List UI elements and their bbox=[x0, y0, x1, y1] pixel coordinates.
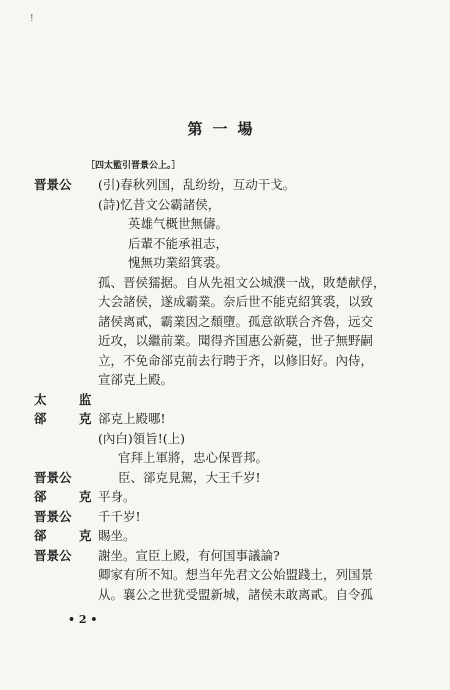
verse-line: 英雄气概世無儔。 bbox=[128, 216, 229, 231]
dialogue-line: 臣、郤克見駕，大王千岁! bbox=[118, 470, 261, 485]
scene-title: 第一場 bbox=[187, 120, 263, 138]
dialogue-line: 立，不免命郤克前去行聘于齐，以修旧好。內侍， bbox=[98, 353, 374, 368]
page-number: • 2 • bbox=[68, 613, 98, 626]
dialogue-line: 宣郤克上殿。 bbox=[98, 372, 174, 387]
dialogue-line: 大会諸侯，遂成霸業。奈后世不能克紹箕裘，以致 bbox=[98, 294, 374, 309]
dialogue-line: 卿家有所不知。想当年先君文公始盟踐土，列国景 bbox=[98, 567, 374, 582]
dialogue-line: (引)春秋列国，乱纷纷，互动干戈。 bbox=[98, 177, 296, 192]
speaker-label: 晋景公 bbox=[34, 177, 72, 192]
dialogue-line: 平身。 bbox=[98, 489, 136, 504]
speaker-label: 郤 克 bbox=[34, 528, 106, 543]
speaker-label: 晋景公 bbox=[34, 470, 72, 485]
speaker-label: 郤 克 bbox=[34, 489, 106, 504]
dialogue-line: (內白)領旨!(上) bbox=[98, 431, 186, 446]
corner-mark: ! bbox=[30, 14, 34, 24]
dialogue-line: 从。襄公之世犹受盟新城，諸侯未敢离貳。自令孤 bbox=[98, 587, 374, 602]
speaker-label: 郤 克 bbox=[34, 411, 106, 426]
dialogue-line: 官拜上軍將，忠心保晋邦。 bbox=[118, 450, 269, 465]
verse-line: 愧無功業紹箕裘。 bbox=[128, 255, 229, 270]
dialogue-line: 千千岁! bbox=[98, 509, 141, 524]
stage-direction: ［四太監引晋景公上。］ bbox=[86, 161, 181, 171]
dialogue-line: 郤克上殿哪! bbox=[98, 411, 166, 426]
verse-line: 后輩不能承祖志， bbox=[128, 236, 229, 251]
speaker-label: 晋景公 bbox=[34, 548, 72, 563]
dialogue-line: 諸侯离貳，霸業因之頹墮。孤意欲联合齐魯，远交 bbox=[98, 314, 374, 329]
dialogue-line: (詩)忆昔文公霸諸侯， bbox=[98, 197, 221, 212]
dialogue-line: 謝坐。宣臣上殿，有何国事議論? bbox=[98, 548, 280, 563]
speaker-label: 太 监 bbox=[34, 392, 106, 407]
dialogue-line: 近攻，以繼前業。聞得齐国惠公新薨，世子無野嗣 bbox=[98, 333, 374, 348]
dialogue-line: 賜坐。 bbox=[98, 528, 136, 543]
dialogue-line: 孤、晋侯獳据。自从先祖文公城濮一战，敗楚献俘， bbox=[98, 275, 386, 290]
speaker-label: 晋景公 bbox=[34, 509, 72, 524]
